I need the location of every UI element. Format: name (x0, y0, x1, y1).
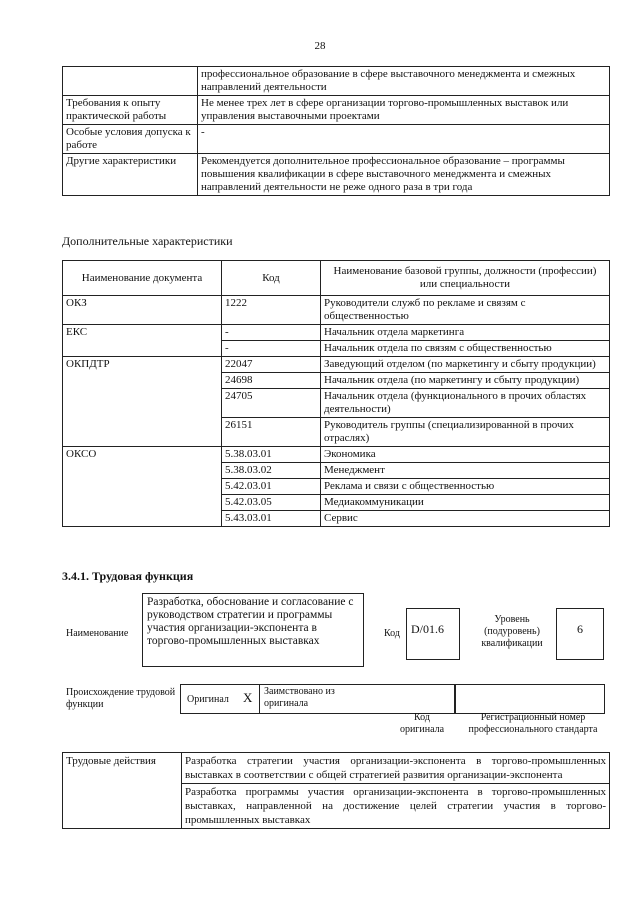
table-row (63, 96, 610, 125)
code-cell: - (222, 325, 321, 341)
code-cell: 5.43.03.01 (222, 511, 321, 527)
code-cell: - (222, 341, 321, 357)
name-cell: Экономика (321, 447, 610, 463)
original-mark: X (243, 690, 253, 705)
name-cell: Начальник отдела маркетинга (321, 325, 610, 341)
doc-cell: ОКСО (63, 447, 222, 527)
reg-number-label: Регистрационный номер профессионального стандарта (468, 712, 598, 735)
reg-number-cell (455, 684, 605, 714)
name-cell: Начальник отдела (функционального в прочих областях деятельности) (321, 389, 610, 418)
labor-action-item: Разработка стратегии участия организации-экспонента в торгово-промышленных выставках в соответствии с общей стратегией развития организации-экспонента (182, 753, 610, 784)
row-label (63, 67, 198, 96)
labor-actions-label: Трудовые действия (63, 753, 182, 829)
table-header-row (63, 261, 610, 296)
doc-cell: ЕКС (63, 325, 222, 357)
row-label: Особые условия допуска к работе (63, 125, 198, 154)
name-cell: Руководители служб по рекламе и связям с общественностью (321, 296, 610, 325)
table-row (63, 325, 610, 341)
name-cell: Реклама и связи с общественностью (321, 479, 610, 495)
name-cell: Начальник отдела по связям с общественностью (321, 341, 610, 357)
code-cell: 24698 (222, 373, 321, 389)
code-cell: 5.38.03.02 (222, 463, 321, 479)
code-cell: 26151 (222, 418, 321, 447)
doc-cell: ОКЗ (63, 296, 222, 325)
table-row (63, 154, 610, 196)
origin-label: Происхождение трудовой функции (66, 687, 176, 710)
table-row (63, 447, 610, 463)
code-cell: 5.42.03.01 (222, 479, 321, 495)
row-value: - (198, 125, 610, 154)
code-cell: 1222 (222, 296, 321, 325)
row-value: профессиональное образование в сфере выставочного менеджмента и смежных направлений деятельности (198, 67, 610, 96)
qualification-level: 6 (556, 608, 604, 660)
name-label: Наименование (66, 628, 129, 639)
name-cell: Сервис (321, 511, 610, 527)
labor-action-item: Разработка программы участия организации-экспонента в торгово-промышленных выставках, направленной на достижение целей стратегии участия в торгово-промышленных выставках (182, 784, 610, 829)
doc-cell: ОКПДТР (63, 357, 222, 447)
row-value: Рекомендуется дополнительное профессиональное образование – программы повышения квалификации в сфере выставочного менеджмента и смежных направлений деятельности не реже одного раза в три года (198, 154, 610, 196)
original-label: Оригинал (187, 694, 229, 705)
name-cell: Менеджмент (321, 463, 610, 479)
code-cell: 5.38.03.01 (222, 447, 321, 463)
name-cell: Заведующий отделом (по маркетингу и сбыту продукции) (321, 357, 610, 373)
code-cell: 22047 (222, 357, 321, 373)
header-document: Наименование документа (63, 261, 222, 296)
name-cell: Медиакоммуникации (321, 495, 610, 511)
level-label: Уровень (подуровень) квалификации (481, 614, 543, 649)
name-cell: Начальник отдела (по маркетингу и сбыту продукции) (321, 373, 610, 389)
function-name: Разработка, обоснование и согласование с руководством стратегии и программы участия организации-экспонента в торгово-промышленных выставках (142, 593, 364, 667)
table-row (63, 67, 610, 96)
name-cell: Руководитель группы (специализированной в прочих отраслях) (321, 418, 610, 447)
qualification-table (62, 66, 610, 196)
function-code: D/01.6 (406, 608, 460, 660)
table-row (63, 296, 610, 325)
table-row (63, 125, 610, 154)
code-cell: 5.42.03.05 (222, 495, 321, 511)
original-cell (180, 684, 260, 714)
borrowed-cell (259, 684, 455, 714)
labor-actions-table (62, 752, 610, 829)
page-number: 28 (314, 40, 326, 52)
borrowed-label: Заимствовано из оригинала (264, 686, 335, 709)
row-value: Не менее трех лет в сфере организации торгово-промышленных выставок или управления выставочными проектами (198, 96, 610, 125)
code-cell: 24705 (222, 389, 321, 418)
additional-characteristics-title: Дополнительные характеристики (62, 234, 233, 248)
header-code: Код (222, 261, 321, 296)
header-name: Наименование базовой группы, должности (профессии) или специальности (321, 261, 610, 296)
table-row (63, 357, 610, 373)
code-label: Код (384, 628, 400, 639)
row-label: Другие характеристики (63, 154, 198, 196)
row-label: Требования к опыту практической работы (63, 96, 198, 125)
code-original-label: Код оригинала (399, 712, 445, 735)
section-title: 3.4.1. Трудовая функция (62, 569, 194, 583)
table-row (63, 753, 610, 784)
classifier-table (62, 260, 610, 527)
